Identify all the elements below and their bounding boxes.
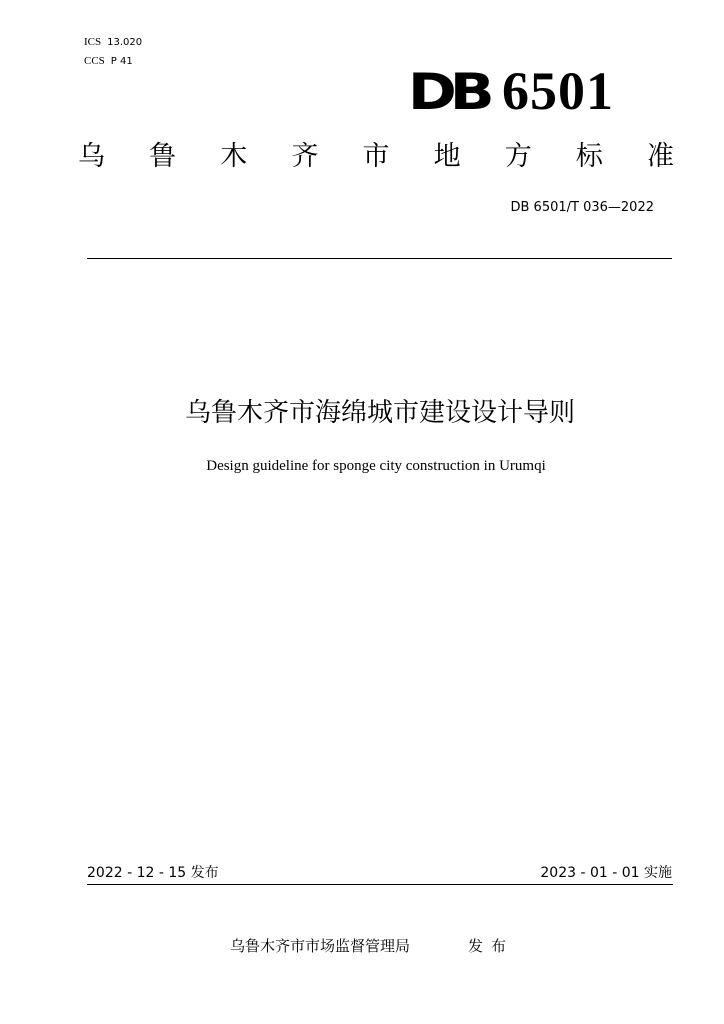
publish-label: 发布: [468, 937, 515, 955]
bottom-divider: [87, 884, 673, 885]
standard-number: DB 6501/T 036—2022: [510, 200, 654, 215]
document-title-en: Design guideline for sponge city construction in Urumqi: [206, 458, 546, 474]
document-title-cn: 乌鲁木齐市海绵城市建设设计导则: [184, 398, 575, 428]
top-divider: [87, 258, 672, 259]
ics-label: ICS: [84, 36, 102, 48]
db-logo: [408, 60, 614, 122]
implementation-date: 2023 - 01 - 01 实施: [540, 865, 672, 881]
standard-type-char: 标: [575, 141, 603, 172]
ics-code: 13.020: [107, 37, 143, 48]
ccs-line: [84, 55, 133, 68]
db-logo-letters: DB: [408, 63, 488, 121]
db-logo-number: 6501: [502, 61, 614, 121]
standard-type-char: 齐: [291, 141, 319, 172]
standard-type-char: 方: [504, 141, 532, 172]
standard-type-heading: [78, 139, 674, 175]
publisher: 乌鲁木齐市市场监督管理局: [230, 937, 411, 955]
standard-type-char: 地: [433, 141, 461, 172]
standard-type-char: 木: [220, 141, 248, 172]
ccs-label: CCS: [84, 55, 105, 67]
standard-type-char: 准: [647, 141, 674, 172]
standard-type-char: 鲁: [149, 141, 177, 172]
ccs-code: P 41: [110, 56, 133, 67]
standard-type-char: 市: [362, 141, 390, 172]
issue-date: 2022 - 12 - 15 发布: [87, 865, 219, 881]
ics-line: [84, 36, 142, 49]
standard-type-char: 乌: [78, 141, 105, 172]
